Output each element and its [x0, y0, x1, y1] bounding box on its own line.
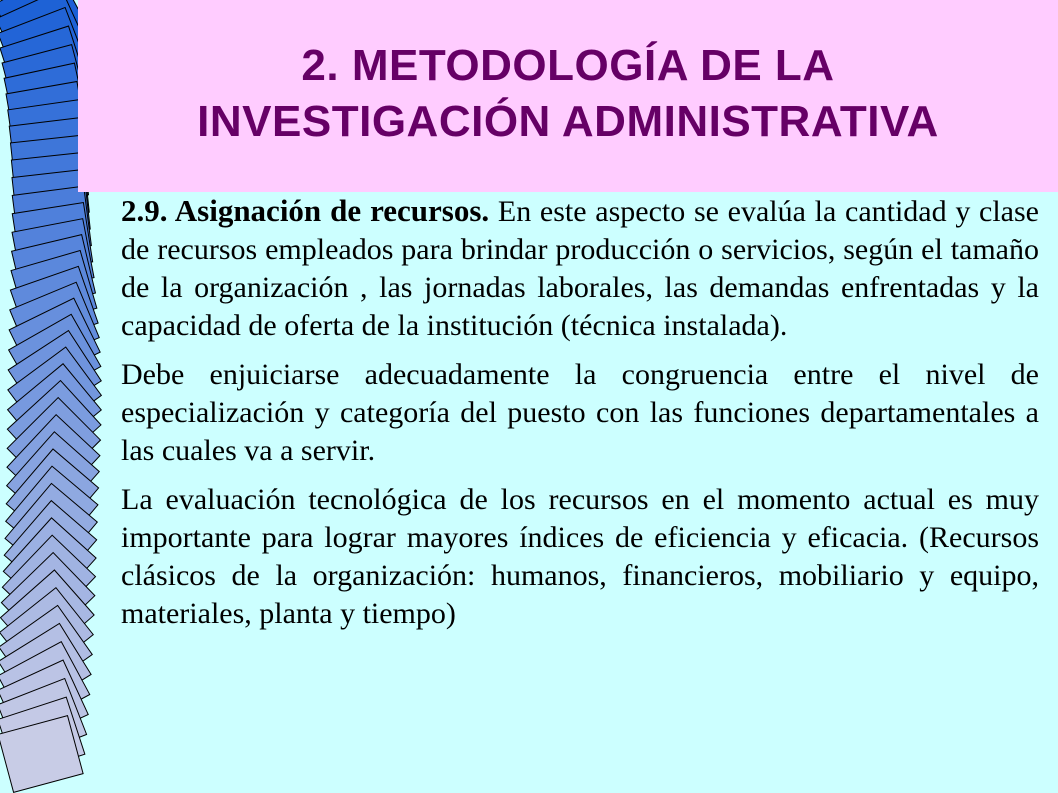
- slide-title-line-1: 2. METODOLOGÍA DE LA: [301, 41, 835, 90]
- slide-title: [78, 38, 1058, 150]
- slide-body: [121, 192, 1039, 633]
- section-heading: 2.9. Asignación de recursos.: [121, 193, 490, 228]
- slide-title-line-2: INVESTIGACIÓN ADMINISTRATIVA: [197, 97, 939, 146]
- paragraph-1-text: En este aspecto se evalúa la cantidad y clase de recursos empleados para brindar producción o servicios, según el tamaño de la organización , las jornadas laborales, las demandas enfrentadas y la capacidad de oferta de la institución (técnica instalada).: [121, 195, 1039, 342]
- paragraph-resource-allocation: [121, 192, 1039, 345]
- paragraph-congruence: Debe enjuiciarse adecuadamente la congruencia entre el nivel de especialización y categoría del puesto con las funciones departamentales a las cuales va a servir.: [121, 358, 1039, 467]
- paragraph-technological-evaluation: La evaluación tecnológica de los recursos en el momento actual es muy importante para lograr mayores índices de eficiencia y eficacia. (Recursos clásicos de la organización: humanos, financieros, mobiliario y equipo, materiales, planta y tiempo): [121, 483, 1039, 630]
